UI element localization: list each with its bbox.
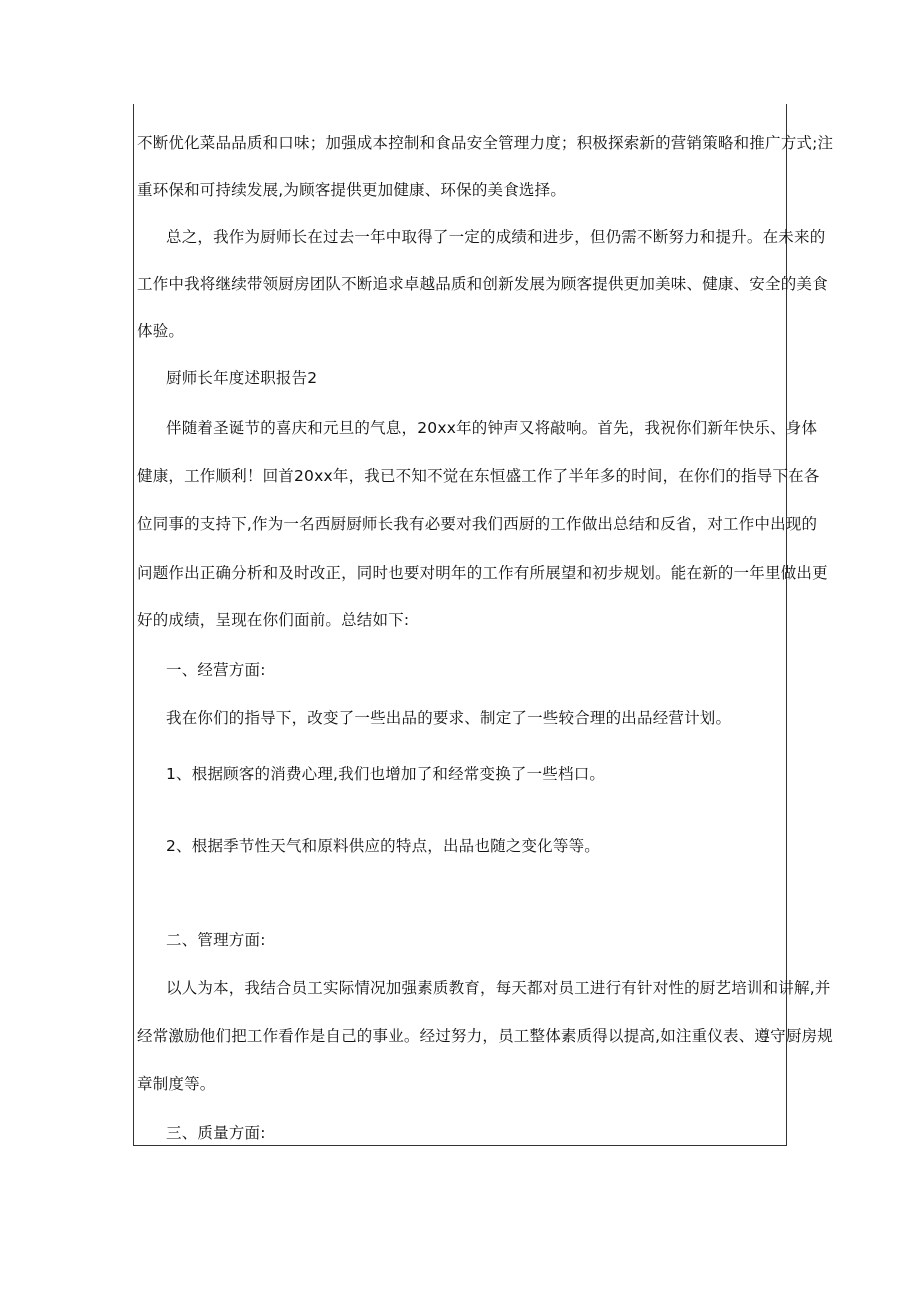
para-opening-line-5: 好的成绩，呈现在你们面前。总结如下: [137, 611, 410, 629]
para-management-line-3: 章制度等。 [137, 1075, 216, 1093]
section-title: 厨师长年度述职报告2 [166, 369, 318, 387]
para-conclusion-line-2: 工作中我将继续带领厨房团队不断追求卓越品质和创新发展为顾客提供更加美味、健康、安全的美食 [137, 275, 828, 293]
list-item-1: 1、根据顾客的消费心理,我们也增加了和经常变换了一些档口。 [166, 765, 606, 783]
para-conclusion-line-3: 体验。 [137, 322, 185, 340]
para-management-line-1: 以人为本，我结合员工实际情况加强素质教育，每天都对员工进行有针对性的厨艺培训和讲解,并 [166, 979, 831, 997]
para-opening-line-3: 位同事的支持下,作为一名西厨厨师长我有必要对我们西厨的工作做出总结和反省，对工作中出现的 [137, 515, 818, 533]
para-intro-line-2: 重环保和可持续发展,为顾客提供更加健康、环保的美食选择。 [137, 181, 567, 199]
heading-management: 二、管理方面: [166, 931, 266, 949]
list-item-2: 2、根据季节性天气和原料供应的特点，出品也随之变化等等。 [166, 837, 600, 855]
document-frame [133, 104, 834, 1146]
para-opening-line-4: 问题作出正确分析和及时改正，同时也要对明年的工作有所展望和初步规划。能在新的一年里做出更 [137, 564, 828, 582]
para-opening-line-1: 伴随着圣诞节的喜庆和元旦的气息，20xx年的钟声又将敲响。首先，我祝你们新年快乐、身体 [166, 419, 818, 437]
para-intro-line-1: 不断优化菜品品质和口味；加强成本控制和食品安全管理力度；积极探索新的营销策略和推广方式;注 [137, 134, 834, 152]
para-management-line-2: 经常激励他们把工作看作是自己的事业。经过努力，员工整体素质得以提高,如注重仪表、遵守厨房规 [137, 1027, 833, 1045]
para-business: 我在你们的指导下，改变了一些出品的要求、制定了一些较合理的出品经营计划。 [166, 709, 732, 727]
para-conclusion-line-1: 总之，我作为厨师长在过去一年中取得了一定的成绩和进步，但仍需不断努力和提升。在未来的 [166, 228, 826, 246]
para-opening-line-2: 健康，工作顺利！回首20xx年，我已不知不觉在东恒盛工作了半年多的时间，在你们的指导下在各 [137, 467, 820, 485]
heading-quality: 三、质量方面: [166, 1124, 266, 1142]
heading-business: 一、经营方面: [166, 661, 266, 679]
